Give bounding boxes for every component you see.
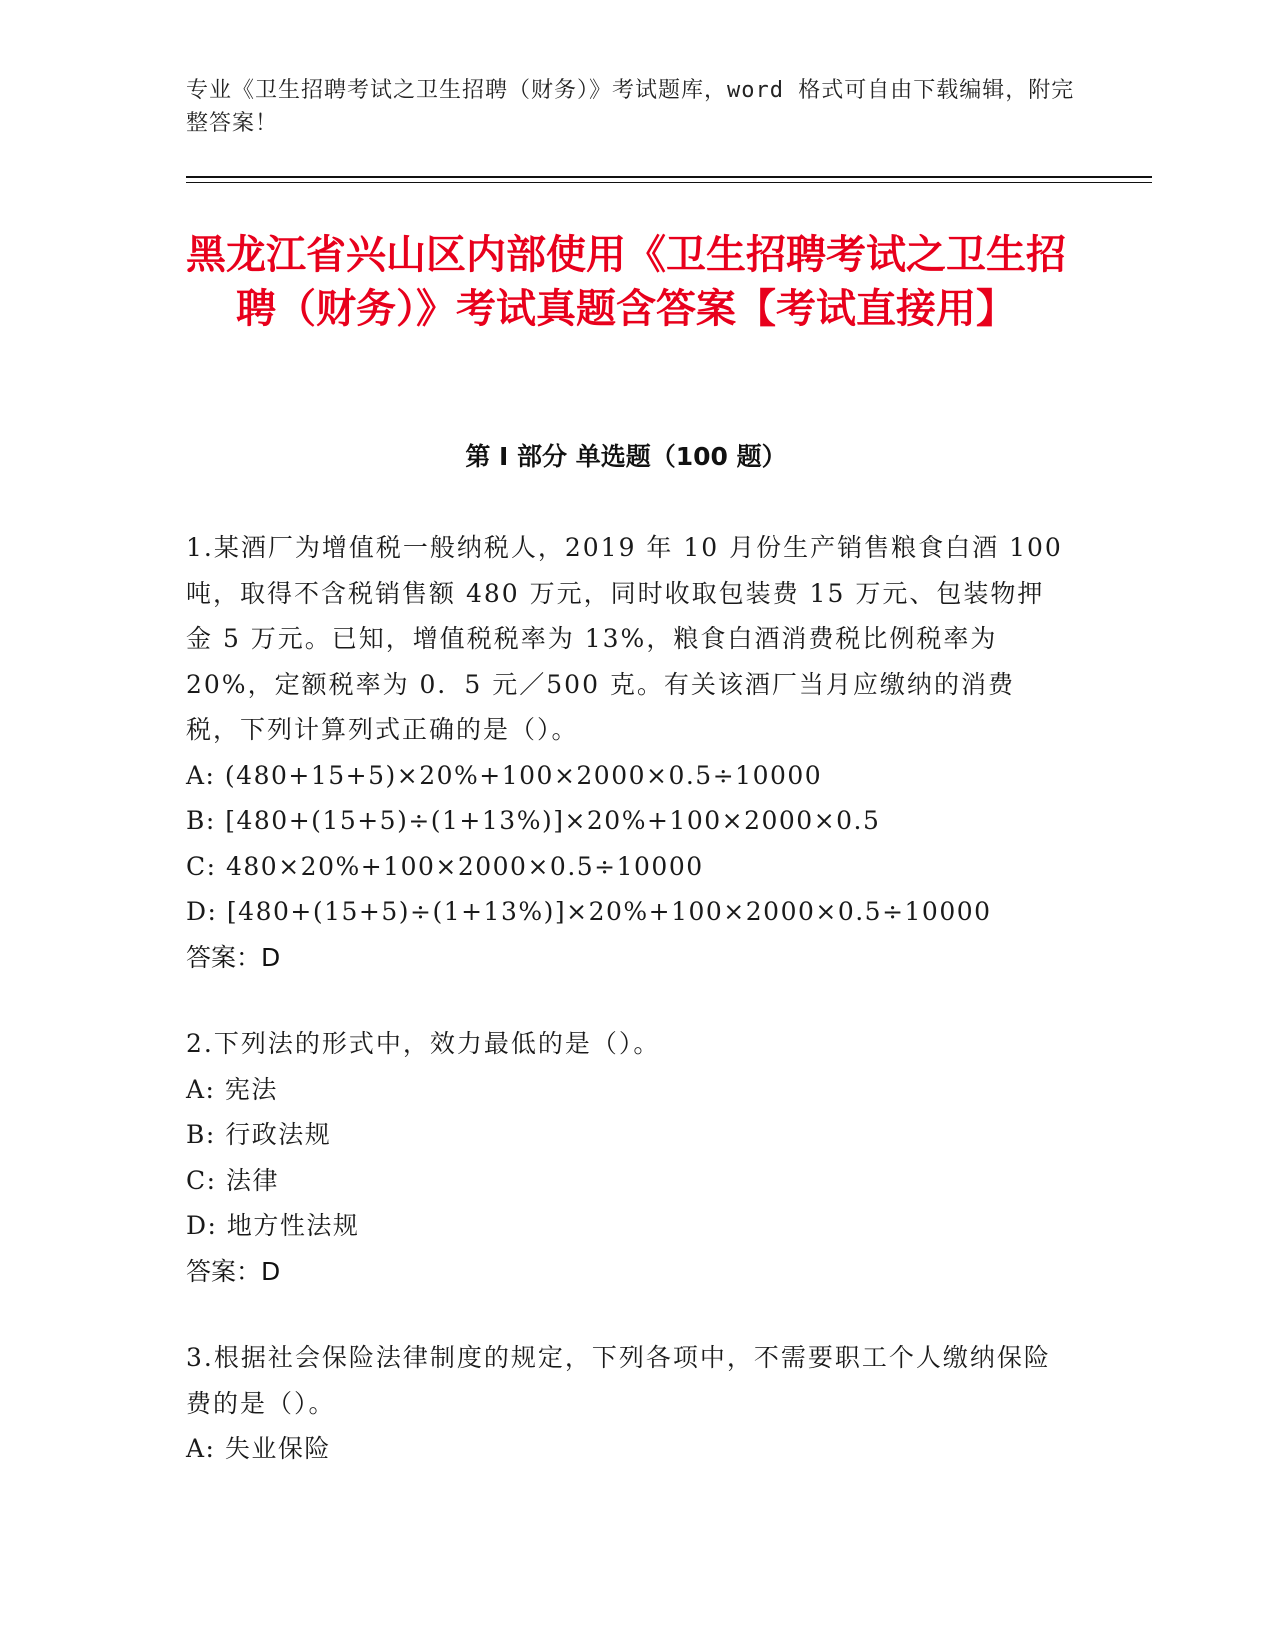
question-text: 3.根据社会保险法律制度的规定，下列各项中，不需要职工个人缴纳保险费的是（）。 (186, 1343, 1051, 1418)
option-b: B: 行政法规 (186, 1120, 332, 1149)
document-title: 黑龙江省兴山区内部使用《卫生招聘考试之卫生招聘（财务）》考试真题含答案【考试直接用】 (186, 232, 1066, 332)
option-d: D: 地方性法规 (186, 1211, 360, 1240)
question-text: 1.某酒厂为增值税一般纳税人，2019 年 10 月份生产销售粮食白酒 100 吨，取得不含税销售额 480 万元，同时收取包装费 15 万元、包装物押金 5 万元。已知，增值税税率为 13%，粮食白酒消费税比例税率为 20%，定额税率为 0．5 元／500 克。有关该酒厂当月应缴纳的消费税，下列计算列式正确的是（）。 (186, 533, 1063, 744)
question-3 (186, 1335, 1066, 1472)
header-note: 专业《卫生招聘考试之卫生招聘（财务）》考试题库，word 格式可自由下载编辑，附完整答案！ (186, 78, 1075, 136)
option-c: C: 480×20%+100×2000×0.5÷10000 (186, 851, 704, 881)
option-a: A: 失业保险 (186, 1434, 331, 1463)
answer: 答案：D (186, 1256, 281, 1286)
option-a: A: 宪法 (186, 1074, 278, 1104)
option-c: C: 法律 (186, 1165, 279, 1195)
question-text: 2.下列法的形式中，效力最低的是（）。 (186, 1029, 661, 1058)
header-divider-thick (186, 176, 1152, 178)
option-a: A: (480+15+5)×20%+100×2000×0.5÷10000 (186, 760, 823, 790)
option-b: B: [480+(15+5)÷(1+13%)]×20%+100×2000×0.5 (186, 806, 881, 835)
question-2 (186, 1021, 1066, 1294)
option-d: D: [480+(15+5)÷(1+13%)]×20%+100×2000×0.5÷10000 (186, 897, 992, 926)
question-list (186, 525, 1066, 1513)
question-1 (186, 525, 1066, 980)
answer: 答案：D (186, 942, 281, 972)
section-heading: 第 I 部分 单选题（100 题） (465, 442, 787, 471)
header-divider-thin (186, 182, 1152, 183)
